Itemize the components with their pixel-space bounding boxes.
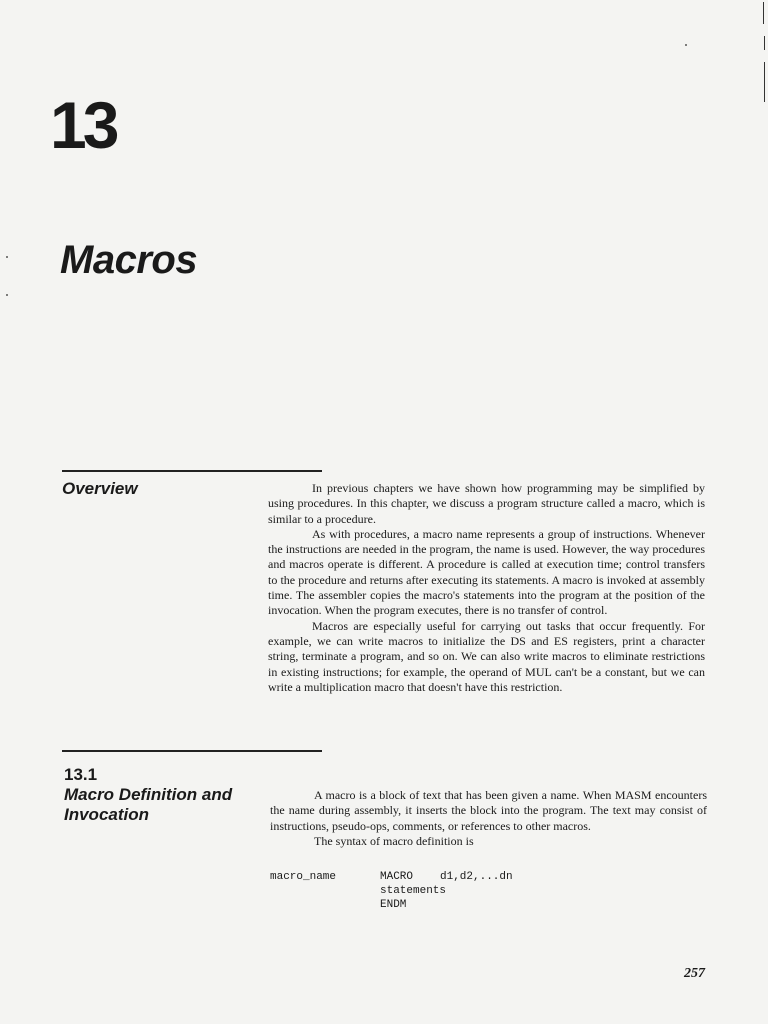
overview-heading: Overview	[62, 479, 138, 498]
syntax-params: d1,d2,...dn	[440, 871, 513, 883]
scan-edge-mark	[764, 62, 765, 102]
section-rule	[62, 470, 322, 472]
page-number: 257	[684, 966, 705, 981]
section-rule	[62, 750, 322, 752]
chapter-title: Macros	[60, 238, 198, 282]
syntax-macro-name: macro_name	[270, 871, 337, 883]
syntax-body: statements	[380, 885, 447, 897]
overview-paragraph: As with procedures, a macro name represents a group of instructions. Whenever the instructions are needed in the program, the name is used. However, the way procedures and macros operate is different. A procedure is called at execution time; control transfers to the procedure and returns after executing its statements. A macro is invoked at assembly time. The assembler copies the macro's statements into the program at the position of the invocation. When the program executes, there is no transfer of control.	[268, 526, 705, 618]
syntax-end: ENDM	[380, 899, 407, 911]
section-number: 13.1	[64, 765, 98, 784]
section-paragraph: A macro is a block of text that has been given a name. When MASM encounters the name during assembly, it inserts the block into the program. The text may consist of instructions, pseudo-ops, comments, or references to other macros.	[270, 788, 707, 833]
section-body	[270, 788, 707, 849]
scan-speck	[685, 44, 687, 46]
scan-speck	[6, 256, 8, 258]
scan-speck	[6, 294, 8, 296]
section-title: Macro Definition and Invocation	[64, 785, 233, 824]
section-paragraph: The syntax of macro definition is	[314, 833, 474, 848]
overview-body	[268, 481, 705, 695]
chapter-number: 13	[50, 88, 116, 162]
syntax-directive: MACRO	[380, 871, 414, 883]
scan-edge-mark	[763, 2, 764, 24]
overview-paragraph: In previous chapters we have shown how programming may be simplified by using procedures. In this chapter, we discuss a program structure called a macro, which is similar to a procedure.	[268, 481, 705, 526]
overview-paragraph: Macros are especially useful for carrying out tasks that occur frequently. For example, we can write macros to initialize the DS and ES registers, print a character string, terminate a program, and so on. We can also write macros to eliminate restrictions in existing instructions; for example, the operand of MUL can't be a constant, but we can write a multiplication macro that doesn't have this restriction.	[268, 618, 705, 694]
scan-edge-mark	[764, 36, 765, 50]
